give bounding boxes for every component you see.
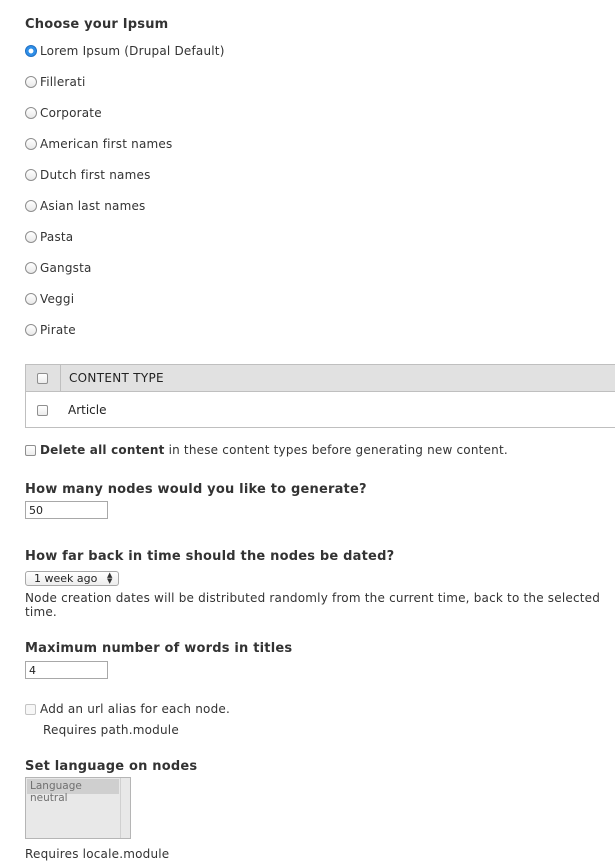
delete-content-label-bold: Delete all content [40, 443, 165, 457]
radio-label: Corporate [40, 106, 102, 120]
radio-label: Dutch first names [40, 168, 151, 182]
table-row [26, 392, 615, 428]
nodes-label: How many nodes would you like to generate? [25, 482, 367, 497]
column-header-content-type: CONTENT TYPE [69, 371, 164, 385]
select-all-checkbox[interactable] [37, 373, 48, 384]
delete-content-label [40, 443, 508, 457]
radio-label: Gangsta [40, 261, 92, 275]
delete-content-option[interactable] [25, 443, 508, 457]
radio-button[interactable] [25, 138, 37, 150]
language-select[interactable] [25, 777, 131, 839]
radio-button[interactable] [25, 76, 37, 88]
ipsum-option-dutch-first-names[interactable] [25, 167, 151, 183]
time-range-description: Node creation dates will be distributed randomly from the current time, back to the selected time. [25, 591, 601, 619]
url-alias-label: Add an url alias for each node. [40, 702, 230, 716]
radio-button[interactable] [25, 45, 37, 57]
language-note: Requires locale.module [25, 847, 170, 861]
language-option-label: Language neutral [30, 780, 82, 804]
ipsum-option-veggi[interactable] [25, 291, 74, 307]
column-divider [60, 365, 61, 392]
nodes-input[interactable] [25, 501, 108, 519]
radio-label: American first names [40, 137, 173, 151]
url-alias-option[interactable] [25, 702, 230, 716]
ipsum-option-gangsta[interactable] [25, 260, 92, 276]
radio-button[interactable] [25, 262, 37, 274]
time-range-selected: 1 week ago [34, 572, 98, 585]
ipsum-option-american-first-names[interactable] [25, 136, 172, 152]
radio-label: Fillerati [40, 75, 86, 89]
delete-content-checkbox[interactable] [25, 445, 36, 456]
ipsum-option-fillerati[interactable] [25, 74, 86, 90]
time-range-select[interactable] [25, 571, 119, 586]
listbox-scrollbar-divider [120, 778, 121, 838]
radio-button[interactable] [25, 200, 37, 212]
ipsum-option-corporate[interactable] [25, 105, 102, 121]
radio-button[interactable] [25, 231, 37, 243]
content-type-table [25, 364, 615, 428]
language-option-selected[interactable] [27, 779, 119, 804]
row-label: Article [68, 403, 107, 417]
url-alias-checkbox[interactable] [25, 704, 36, 715]
radio-label: Pasta [40, 230, 74, 244]
language-label: Set language on nodes [25, 759, 198, 774]
row-checkbox[interactable] [37, 405, 48, 416]
ipsum-option-asian-last-names[interactable] [25, 198, 146, 214]
url-alias-note: Requires path.module [43, 723, 179, 737]
radio-label: Veggi [40, 292, 75, 306]
title-words-label: Maximum number of words in titles [25, 641, 293, 656]
select-arrows-icon: ▲ ▼ [107, 571, 113, 585]
radio-label: Pirate [40, 323, 76, 337]
title-words-input[interactable] [25, 661, 108, 679]
table-header [26, 365, 615, 392]
delete-content-label-rest: in these content types before generating new content. [164, 443, 508, 457]
radio-button[interactable] [25, 293, 37, 305]
ipsum-heading: Choose your Ipsum [25, 17, 169, 32]
radio-label: Asian last names [40, 199, 146, 213]
ipsum-option-lorem[interactable] [25, 43, 225, 59]
radio-button[interactable] [25, 169, 37, 181]
radio-button[interactable] [25, 324, 37, 336]
time-range-label: How far back in time should the nodes be dated? [25, 549, 395, 564]
ipsum-option-pirate[interactable] [25, 322, 76, 338]
ipsum-option-pasta[interactable] [25, 229, 73, 245]
radio-button[interactable] [25, 107, 37, 119]
radio-label: Lorem Ipsum (Drupal Default) [40, 44, 225, 58]
